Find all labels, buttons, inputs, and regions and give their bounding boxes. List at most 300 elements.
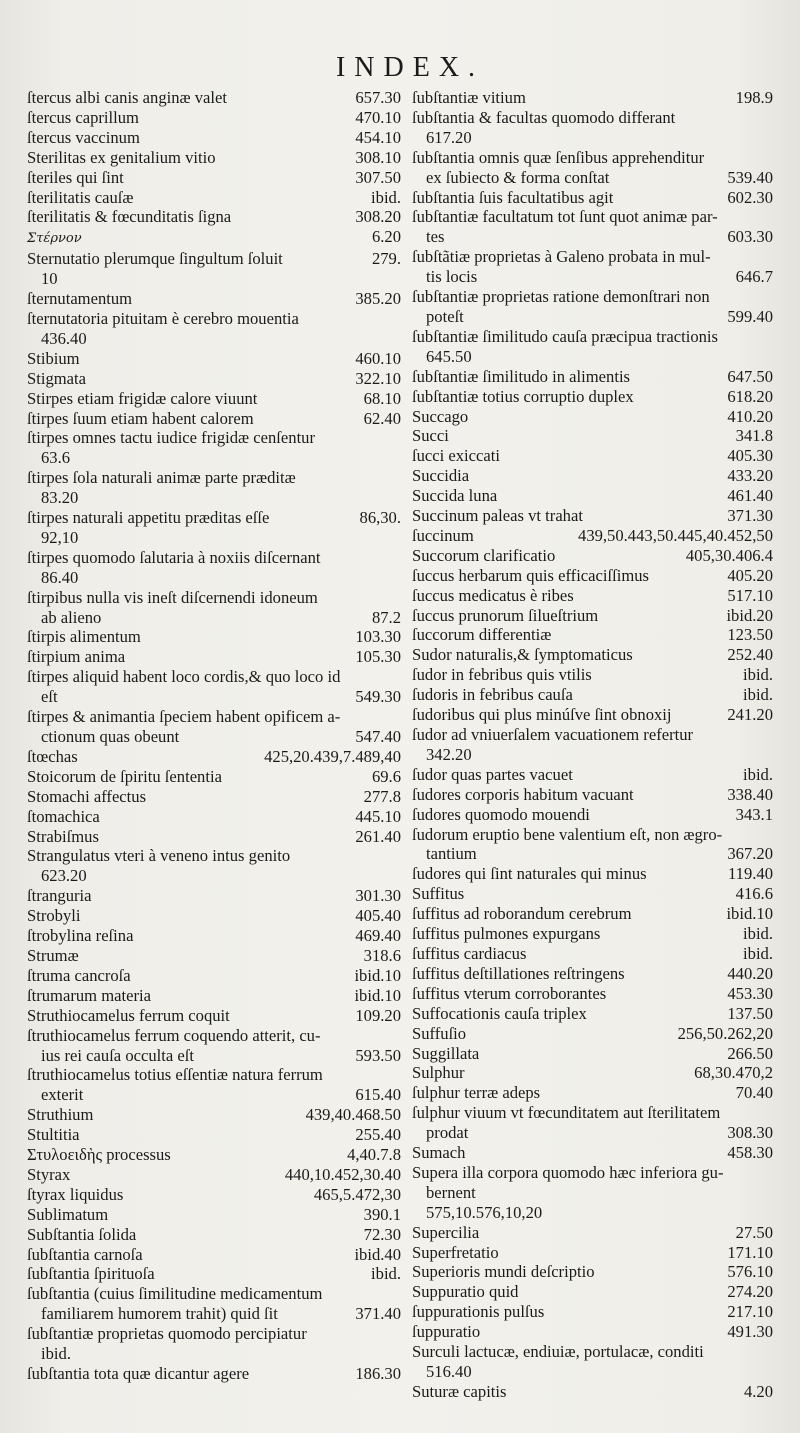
entry-term: ſuccus prunorum ſilueſtrium [412, 605, 599, 625]
entry-term: Strumæ [27, 945, 79, 965]
entry-term: ſudor in febribus quis vtilis [412, 665, 592, 685]
index-entry [27, 707, 401, 747]
index-column-right [412, 88, 773, 1402]
entry-term: ſterilitatis & fœcunditatis ſigna [27, 207, 232, 227]
entry-continuation-text: poteſt [426, 306, 464, 326]
entry-page-ref: 105.30 [355, 647, 401, 667]
entry-page-ref: 549.30 [355, 687, 401, 707]
entry-page-ref: ibid.40 [354, 1244, 401, 1264]
entry-term: ſtomachica [27, 806, 100, 826]
entry-page-ref: 307.50 [355, 167, 401, 187]
entry-page-ref: 465,5.472,30 [313, 1184, 401, 1204]
entry-term: Stibium [27, 348, 80, 368]
index-entry [412, 108, 773, 148]
entry-term: ſuffitus ad roborandum cerebrum [412, 904, 632, 924]
entry-page-ref: 68,30.470,2 [694, 1063, 773, 1083]
index-entry [27, 1145, 401, 1165]
entry-page-ref: 171.10 [727, 1242, 773, 1262]
entry-page-ref: 255.40 [355, 1125, 401, 1145]
entry-page-ref-wrapped: 516.40 [426, 1362, 472, 1381]
entry-term: Στυλοειδὴς processus [27, 1145, 171, 1165]
index-entry [412, 466, 773, 486]
entry-page-ref: 217.10 [727, 1302, 773, 1322]
entry-page-ref: 547.40 [355, 727, 401, 746]
entry-page-ref: ibid. [743, 685, 773, 705]
entry-page-ref: ibid. [371, 187, 401, 207]
index-entry [27, 1205, 401, 1225]
entry-term: Stoicorum de ſpiritu ſententia [27, 766, 222, 786]
entry-term: Subſtantia ſolida [27, 1224, 137, 1244]
entry-term-continuation [27, 1304, 401, 1324]
entry-term: ſuccus medicatus è ribes [412, 585, 574, 605]
entry-term: ſubſtantiæ facultatum tot ſunt quot animæ par- [412, 207, 718, 227]
entry-term: Superioris mundi deſcriptio [412, 1262, 595, 1282]
entry-page-ref: 274.20 [727, 1282, 773, 1302]
index-entry [412, 1243, 773, 1263]
index-entry [412, 825, 773, 865]
entry-term: ſtercus albi canis anginæ valet [27, 88, 227, 107]
entry-term: ſtirpes ſola naturali animæ parte præditæ [27, 468, 296, 488]
entry-term: ſtirpium anima [27, 647, 126, 667]
entry-page-ref: 602.30 [727, 187, 773, 207]
entry-page-ref: ibid. [743, 764, 773, 784]
index-entry [412, 188, 773, 208]
index-entry [412, 1262, 773, 1282]
index-entry [27, 128, 401, 148]
entry-term: Succida luna [412, 486, 498, 506]
entry-term-continuation [27, 608, 401, 628]
index-entry [412, 864, 773, 884]
index-entry [27, 1324, 401, 1364]
entry-page-ref: 410.20 [727, 406, 773, 426]
index-entry [27, 767, 401, 787]
entry-page-ref: 439,50.443,50.445,40.452,50 [578, 525, 773, 545]
index-entry [27, 667, 401, 707]
entry-term: ſtruthiocamelus ferrum coquendo atterit, cu- [27, 1025, 321, 1045]
entry-term: ſubſtãtiæ proprietas à Galeno probata in mul- [412, 247, 711, 267]
entry-page-ref: 86,30. [359, 508, 401, 528]
entry-page-ref: 371.30 [727, 506, 773, 526]
entry-page-ref-wrapped: 10 [41, 269, 58, 289]
index-entry [27, 807, 401, 827]
entry-page-ref: ibid. [743, 943, 773, 963]
entry-page-ref: 87.2 [371, 607, 401, 627]
entry-term: Strobyli [27, 906, 81, 926]
entry-page-ref-wrapped: 86.40 [41, 567, 79, 587]
entry-term: Struthiocamelus ferrum coquit [27, 1005, 230, 1025]
index-entry [27, 846, 401, 886]
index-entry [27, 88, 401, 108]
index-entry [412, 785, 773, 805]
page-title: INDEX. [335, 52, 485, 83]
index-entry [27, 1006, 401, 1026]
entry-term: ſudores corporis habitum vacuant [412, 784, 634, 804]
entry-term: Stirpes etiam frigidæ calore viuunt [27, 388, 258, 408]
entry-term: ſtranguria [27, 886, 92, 906]
entry-term: ſudor quas partes vacuet [412, 764, 573, 784]
index-entry [412, 1322, 773, 1342]
entry-term-continuation [27, 1046, 401, 1066]
entry-term: ſudoribus qui plus minúſve ſint obnoxij [412, 705, 672, 725]
index-entry [27, 787, 401, 807]
entry-term: Stigmata [27, 368, 86, 388]
entry-continuation-text: ex ſubiecto & forma conſtat [426, 167, 610, 187]
entry-page-ref-wrapped: 92,10 [41, 527, 79, 547]
entry-term: ſubſtantiæ ſimilitudo cauſa præcipua tractionis [412, 326, 719, 346]
entry-term: ſubſtantia ſuis facultatibus agit [412, 187, 614, 207]
entry-term: ſuccus herbarum quis efficaciſſimus [412, 565, 650, 585]
entry-term-continuation [27, 687, 401, 707]
entry-page-ref: 440,10.452,30.40 [284, 1164, 401, 1184]
index-entry [27, 1264, 401, 1284]
entry-term: ſtirpes ſuum etiam habent calorem [27, 408, 254, 428]
index-entry [27, 966, 401, 986]
entry-term: ſtrobylina reſina [27, 926, 134, 946]
index-entry [27, 1065, 401, 1105]
entry-page-ref: 460.10 [355, 348, 401, 368]
entry-term: Suffocationis cauſa triplex [412, 1003, 587, 1023]
entry-page-ref: 256,50.262,20 [677, 1023, 773, 1043]
index-entry [27, 389, 401, 409]
index-entry [412, 1024, 773, 1044]
index-entry [27, 508, 401, 548]
entry-continuation-text: bernent [426, 1182, 476, 1202]
entry-page-ref: 439,40.468.50 [305, 1105, 401, 1125]
entry-term: ſudor ad vniuerſalem vacuationem refertur [412, 725, 694, 744]
entry-page-ref: 241.20 [727, 705, 773, 725]
index-entry [27, 349, 401, 369]
entry-page-ref: 318.6 [363, 945, 401, 965]
entry-term: ſuffitus vterum corroborantes [412, 983, 607, 1003]
index-entry [412, 1044, 773, 1064]
entry-page-ref: 341.8 [735, 426, 773, 446]
entry-term: ſubſtantiæ vitium [412, 88, 526, 107]
entry-page-ref: 603.30 [727, 227, 773, 247]
entry-page-ref-wrapped: 617.20 [426, 127, 472, 147]
entry-page-ref: 6.20 [371, 227, 401, 247]
entry-page-ref: 343.1 [735, 804, 773, 824]
entry-term: ſtirpes naturali appetitu præditas eſſe [27, 508, 270, 528]
entry-term-continuation [27, 1085, 401, 1105]
entry-term: ſtercus caprillum [27, 107, 139, 127]
index-entry [27, 906, 401, 926]
index-entry [412, 426, 773, 446]
entry-term: ſubſtantia omnis quæ ſenſibus apprehenditur [412, 147, 705, 167]
entry-term: ſtruthiocamelus totius eſſentiæ natura ferrum [27, 1065, 323, 1085]
index-entry [412, 1342, 773, 1382]
index-entry [412, 586, 773, 606]
entry-page-ref: 308.20 [355, 207, 401, 227]
entry-term: Succorum clarificatio [412, 545, 556, 565]
entry-term: ſubſtantiæ proprietas ratione demonſtrari non [412, 287, 710, 307]
entry-page-ref: 416.6 [735, 884, 773, 904]
entry-term: Sternutatio plerumque ſingultum ſoluit [27, 249, 283, 269]
entry-page-ref: 517.10 [727, 585, 773, 605]
entry-page-ref: 647.50 [727, 366, 773, 386]
entry-term-continuation [412, 1183, 773, 1203]
entry-page-ref: 338.40 [727, 784, 773, 804]
index-entry [412, 884, 773, 904]
index-entry [27, 886, 401, 906]
index-entry [412, 904, 773, 924]
entry-term: ſucci exiccati [412, 446, 500, 466]
index-entry [27, 108, 401, 128]
index-entry [412, 685, 773, 705]
entry-continuation-text: ctionum quas obeunt [41, 727, 180, 746]
entry-page-ref: 69.6 [371, 766, 401, 786]
index-entry [412, 446, 773, 466]
entry-page-ref: 657.30 [355, 88, 401, 107]
entry-continuation-text: ibid. [41, 1344, 71, 1364]
entry-page-ref: 576.10 [727, 1262, 773, 1282]
index-entry [412, 486, 773, 506]
index-entry [27, 409, 401, 429]
entry-continuation-text: exterit [41, 1085, 84, 1105]
entry-term: ſtyrax liquidus [27, 1184, 124, 1204]
index-entry [412, 148, 773, 188]
entry-term: ſudorum eruptio bene valentium eſt, non ægro- [412, 824, 723, 844]
entry-page-ref: 470.10 [355, 107, 401, 127]
entry-term: ſtrumarum materia [27, 985, 151, 1005]
entry-term: ſulphur terræ adeps [412, 1083, 541, 1103]
entry-page-ref: ibid. [743, 924, 773, 944]
entry-term: Supera illa corpora quomodo hæc inferiora gu- [412, 1162, 724, 1182]
entry-term: Suggillata [412, 1043, 480, 1063]
entry-term: ſuppuratio [412, 1322, 481, 1342]
entry-term-continuation [27, 727, 401, 747]
entry-continuation-text: tis locis [426, 267, 478, 287]
index-entry [412, 1083, 773, 1103]
index-entry [27, 428, 401, 468]
entry-page-ref: 461.40 [727, 486, 773, 506]
entry-page-ref: 491.30 [727, 1322, 773, 1342]
entry-page-ref: ibid.10 [726, 904, 773, 924]
entry-term: ſubſtantiæ ſimilitudo in alimentis [412, 366, 631, 386]
entry-page-ref: 615.40 [355, 1085, 401, 1105]
entry-term: ſubſtantia tota quæ dicantur agere [27, 1364, 250, 1383]
entry-term: ſuccorum differentiæ [412, 625, 552, 645]
entry-page-ref: 458.30 [727, 1143, 773, 1163]
entry-term: ſubſtantia ſpirituoſa [27, 1264, 155, 1284]
entry-page-ref: 137.50 [727, 1003, 773, 1023]
index-entry [27, 148, 401, 168]
index-entry [412, 506, 773, 526]
index-entry [412, 606, 773, 626]
entry-page-ref: 279. [371, 249, 401, 269]
entry-page-ref: 68.10 [363, 388, 401, 408]
index-entry [27, 588, 401, 628]
index-entry [27, 468, 401, 508]
index-entry [27, 926, 401, 946]
entry-term: ſternutatoria pituitam è cerebro mouentia [27, 308, 299, 328]
entry-term: ſtirpis alimentum [27, 627, 141, 647]
index-entry [412, 944, 773, 964]
index-entry [27, 289, 401, 309]
entry-term: Succinum paleas vt trahat [412, 506, 583, 526]
index-entry [27, 309, 401, 349]
index-entry [27, 168, 401, 188]
index-entry [412, 207, 773, 247]
index-entry [27, 827, 401, 847]
entry-term: ſubſtantia (cuius ſimilitudine medicamentum [27, 1284, 323, 1304]
entry-term: ſtirpes quomodo ſalutaria à noxiis diſcernant [27, 547, 321, 567]
index-entry [412, 387, 773, 407]
entry-page-ref: 119.40 [727, 864, 773, 884]
index-entry [27, 747, 401, 767]
index-entry [412, 1143, 773, 1163]
entry-page-ref: ibid.20 [726, 605, 773, 625]
index-entry [412, 725, 773, 765]
entry-page-ref: 4.20 [743, 1381, 773, 1401]
entry-page-ref: 301.30 [355, 886, 401, 906]
entry-term: Sulphur [412, 1063, 465, 1083]
index-column-left [27, 88, 401, 1384]
entry-page-ref: 454.10 [355, 127, 401, 147]
entry-page-ref: 371.40 [355, 1304, 401, 1324]
entry-page-ref-wrapped: 575,10.576,10,20 [426, 1202, 543, 1222]
entry-term: ſtercus vaccinum [27, 127, 140, 147]
entry-page-ref: 308.30 [727, 1123, 773, 1143]
entry-term: Succago [412, 406, 469, 426]
entry-page-ref: 4,40.7.8 [347, 1145, 401, 1165]
entry-term: ſtirpes aliquid habent loco cordis,& quo loco id [27, 667, 341, 687]
entry-page-ref: ibid.10 [354, 985, 401, 1005]
entry-term: Strabiſmus [27, 826, 99, 846]
index-entry [412, 1302, 773, 1322]
index-entry [27, 1026, 401, 1066]
entry-term-continuation [27, 1344, 401, 1364]
entry-page-ref: 599.40 [727, 306, 773, 326]
entry-page-ref: 646.7 [735, 267, 773, 287]
index-entry [412, 1382, 773, 1402]
entry-page-ref: ibid. [371, 1264, 401, 1284]
entry-page-ref-wrapped: 436.40 [41, 328, 87, 348]
index-entry [412, 765, 773, 785]
index-entry [27, 548, 401, 588]
entry-page-ref-wrapped: 645.50 [426, 346, 472, 366]
entry-page-ref: 433.20 [727, 466, 773, 486]
entry-page-ref: 618.20 [727, 386, 773, 406]
entry-term: ſuffitus deſtillationes reſtringens [412, 963, 625, 983]
entry-page-ref: 277.8 [363, 786, 401, 806]
entry-page-ref: 385.20 [355, 289, 401, 309]
index-entry [412, 1063, 773, 1083]
entry-page-ref: 405.30 [727, 446, 773, 466]
index-entry [412, 566, 773, 586]
index-entry [412, 645, 773, 665]
entry-continuation-text: tantium [426, 844, 477, 864]
index-entry [27, 369, 401, 389]
entry-page-ref: 405.40 [355, 906, 401, 926]
entry-term: Sudor naturalis,& ſymptomaticus [412, 645, 633, 665]
entry-term: ſubſtantiæ proprietas quomodo percipiatur [27, 1324, 307, 1344]
entry-term: ſudores quomodo mouendi [412, 804, 590, 824]
entry-term: Stomachi affectus [27, 786, 147, 806]
entry-page-ref: 469.40 [355, 926, 401, 946]
entry-page-ref-wrapped: 63.6 [41, 448, 71, 468]
index-entry [27, 1185, 401, 1205]
entry-continuation-text: familiarem humorem trahit) quid ſit [41, 1304, 278, 1324]
entry-term: Styrax [27, 1164, 71, 1184]
index-entry [27, 647, 401, 667]
entry-page-ref: 440.20 [727, 963, 773, 983]
entry-term-continuation [412, 844, 773, 864]
entry-page-ref: 453.30 [727, 983, 773, 1003]
index-entry [27, 946, 401, 966]
entry-term: ſternutamentum [27, 289, 133, 309]
index-entry [27, 986, 401, 1006]
index-entry [412, 367, 773, 387]
entry-term: ſuppurationis pulſus [412, 1302, 545, 1322]
entry-page-ref: 261.40 [355, 826, 401, 846]
index-entry [412, 526, 773, 546]
entry-page-ref: 72.30 [363, 1224, 401, 1244]
entry-term: Suffuſio [412, 1023, 467, 1043]
entry-page-ref: ibid.10 [354, 965, 401, 985]
index-entry [27, 1364, 401, 1384]
index-entry [412, 984, 773, 1004]
entry-page-ref: 109.20 [355, 1005, 401, 1025]
entry-term: Suppuratio quid [412, 1282, 519, 1302]
entry-term-continuation [412, 267, 773, 287]
entry-term: ſtirpibus nulla vis ineſt diſcernendi idoneum [27, 587, 318, 607]
entry-term: Sublimatum [27, 1204, 109, 1224]
entry-page-ref: 405,30.406.4 [685, 545, 773, 565]
index-entry [412, 1004, 773, 1024]
index-entry [412, 1163, 773, 1223]
index-entry [412, 407, 773, 427]
entry-page-ref: 367.20 [727, 844, 773, 864]
entry-term: ſtruma cancroſa [27, 965, 131, 985]
entry-term: Struthium [27, 1105, 94, 1125]
entry-term: ſubſtantiæ totius corruptio duplex [412, 386, 634, 406]
entry-term: ſteriles qui ſint [27, 167, 124, 187]
entry-term: Strangulatus vteri à veneno intus genito [27, 846, 291, 866]
entry-term: Succi [412, 426, 449, 446]
entry-continuation-text: ab alieno [41, 607, 102, 627]
entry-term: Suffitus [412, 884, 465, 904]
entry-term-continuation [412, 1123, 773, 1143]
entry-term: ſuccinum [412, 525, 474, 545]
entry-term: Suturæ capitis [412, 1381, 507, 1401]
entry-continuation-text: eſt [41, 687, 58, 707]
entry-page-ref: ibid. [743, 665, 773, 685]
entry-page-ref: 322.10 [355, 368, 401, 388]
index-entry [412, 924, 773, 944]
entry-term: ſudores qui ſint naturales qui minus [412, 864, 647, 884]
entry-term: Stultitia [27, 1125, 80, 1145]
entry-term: ſtirpes omnes tactu iudice frigidæ cenſentur [27, 428, 316, 448]
index-entry [412, 805, 773, 825]
entry-term: ſterilitatis cauſæ [27, 187, 134, 207]
index-entry [412, 625, 773, 645]
entry-term-continuation [412, 307, 773, 327]
entry-page-ref: 445.10 [355, 806, 401, 826]
entry-term: Succidia [412, 466, 470, 486]
entry-page-ref-wrapped: 342.20 [426, 744, 472, 764]
index-entry [27, 1165, 401, 1185]
entry-term-continuation [412, 227, 773, 247]
entry-term: Στέρνον [27, 231, 82, 247]
entry-term: ſtirpes & animantia ſpeciem habent opificem a- [27, 707, 341, 727]
index-entry [27, 1105, 401, 1125]
entry-term: Supercilia [412, 1222, 480, 1242]
entry-page-ref: 198.9 [735, 88, 773, 107]
index-entry [27, 207, 401, 227]
index-entry [412, 1223, 773, 1243]
entry-term: ſuffitus pulmones expurgans [412, 924, 601, 944]
entry-page-ref: 405.20 [727, 565, 773, 585]
